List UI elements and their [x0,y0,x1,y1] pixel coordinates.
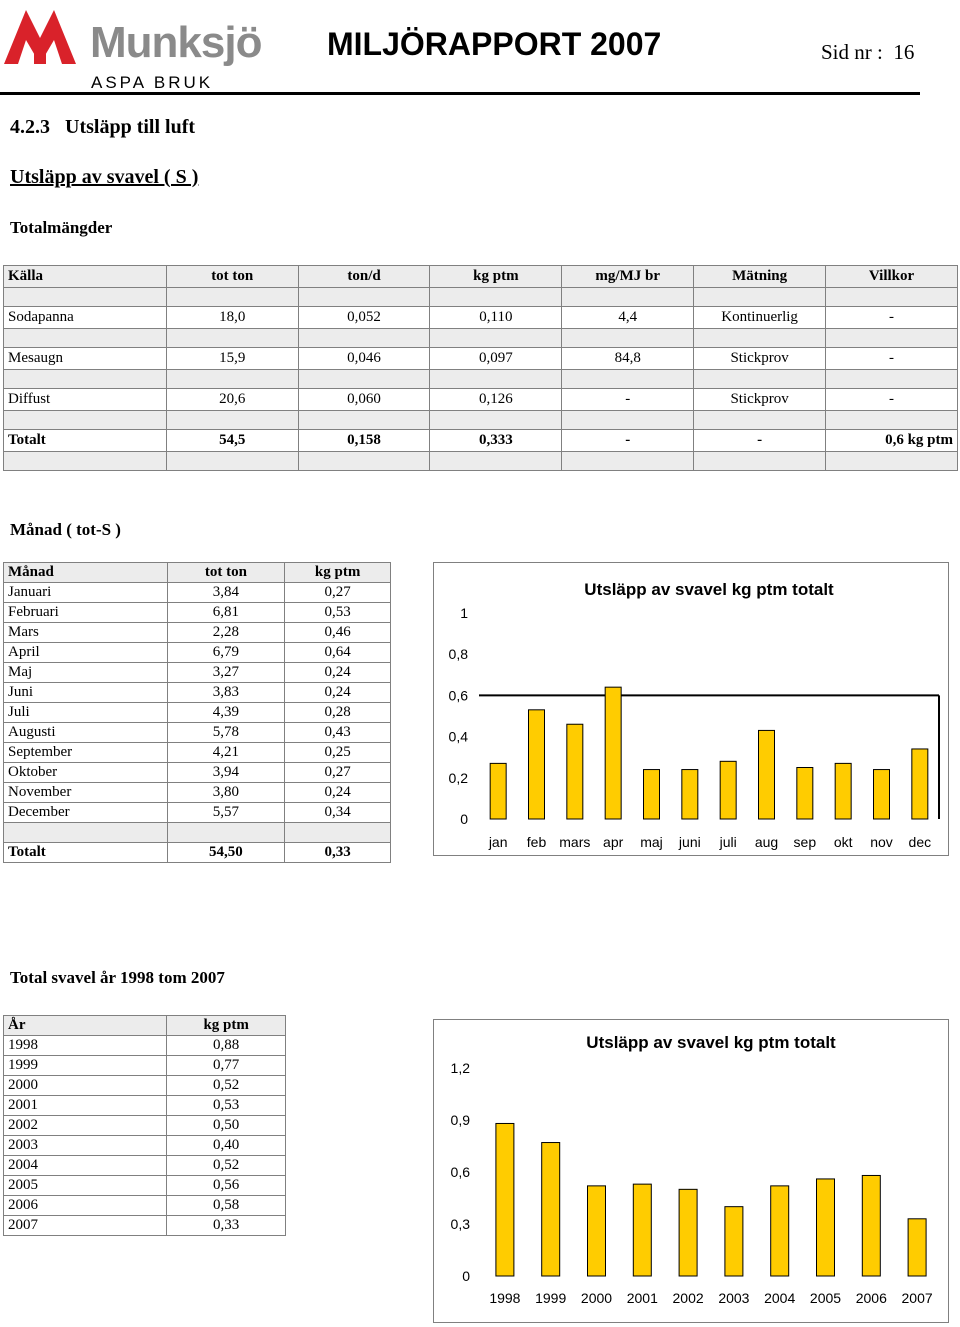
bar [862,1175,880,1276]
cell: 0,64 [285,643,391,663]
x-tick-label: 2007 [901,1290,933,1306]
table-row [4,1056,286,1076]
cell: 20,6 [166,389,298,411]
cell: 0,158 [298,430,430,452]
logo-brand: Munksjö [90,18,262,67]
cell: Kontinuerlig [694,307,826,329]
table-row [4,703,391,723]
cell: Stickprov [694,348,826,370]
cell: 0,097 [430,348,562,370]
x-tick-label: nov [870,834,893,850]
cell: - [694,430,826,452]
cell: 0,88 [167,1036,286,1056]
cell: 0,34 [285,803,391,823]
y-tick-label: 0,2 [448,769,468,786]
x-tick-label: feb [526,834,547,850]
x-tick-label: apr [603,834,624,850]
header-divider [0,92,920,95]
y-tick-label: 0,6 [450,1164,470,1180]
x-tick-label: 2000 [580,1290,613,1306]
cell: 0,33 [167,1216,286,1236]
cell: Sodapanna [4,307,167,329]
cell: 2004 [4,1156,167,1176]
yearly-chart-svg [434,1020,948,1322]
cell: 2002 [4,1116,167,1136]
bar [720,761,736,819]
cell: 0,56 [167,1176,286,1196]
x-tick-label: 2004 [764,1290,796,1306]
table-row [4,1216,286,1236]
y-tick-label: 0 [460,811,468,827]
col-header: År [4,1016,167,1036]
cell: Juni [4,683,168,703]
cell: 0,27 [285,763,391,783]
col-header: kg ptm [285,563,391,583]
cell: 5,57 [167,803,285,823]
table-total-row [4,430,958,452]
table-row [4,643,391,663]
table-row [4,603,391,623]
x-tick-label: 1999 [535,1290,567,1306]
x-tick-label: mars [559,834,591,850]
cell: 2003 [4,1136,167,1156]
cell: Stickprov [694,389,826,411]
y-tick-label: 1,2 [450,1060,470,1076]
table-row [4,307,958,329]
bar [908,1219,926,1276]
month-label: Månad ( tot-S ) [10,520,121,539]
x-tick-label: juni [678,834,701,850]
cell: 0,110 [430,307,562,329]
x-tick-label: 2005 [809,1290,842,1306]
bar [725,1207,743,1276]
y-tick-label: 0,9 [450,1112,470,1128]
cell: 0,126 [430,389,562,411]
month-header-row [4,563,391,583]
table-row [4,1196,286,1216]
cell: 0,33 [285,843,391,863]
table-row [4,663,391,683]
cell: 0,43 [285,723,391,743]
bar [679,1189,697,1276]
cell: Mars [4,623,168,643]
cell: 18,0 [166,307,298,329]
table-row [4,1176,286,1196]
monthly-chart [433,562,949,856]
cell: 54,50 [167,843,285,863]
cell: December [4,803,168,823]
cell: 0,53 [285,603,391,623]
x-tick-label: 2003 [718,1290,750,1306]
cell: September [4,743,168,763]
cell: Diffust [4,389,167,411]
x-tick-label: sep [793,834,817,850]
totals-label: Totalmängder [10,218,113,237]
cell: 4,39 [167,703,285,723]
cell: Januari [4,583,168,603]
col-header: Villkor [826,266,958,288]
col-header: Källa [4,266,167,288]
cell: - [826,389,958,411]
cell: 0,28 [285,703,391,723]
x-tick-label: 1998 [489,1290,521,1306]
table-row [4,623,391,643]
x-tick-label: jan [488,834,508,850]
bar [797,768,813,820]
monthly-chart-svg [434,563,948,855]
bar [605,687,621,819]
bar [835,763,851,819]
y-tick-label: 0,6 [448,687,468,704]
cell: Augusti [4,723,168,743]
cell: April [4,643,168,663]
cell: Juli [4,703,168,723]
years-label: Total svavel år 1998 tom 2007 [10,968,225,987]
cell: 2007 [4,1216,167,1236]
cell: 3,80 [167,783,285,803]
chart-title: Utsläpp av svavel kg ptm totalt [586,1033,836,1052]
x-tick-label: 2006 [855,1290,887,1306]
cell: 0,333 [430,430,562,452]
table-row [4,743,391,763]
bar [771,1186,789,1276]
yearly-chart [433,1019,949,1323]
table-row [4,1096,286,1116]
col-header: Mätning [694,266,826,288]
cell: 3,84 [167,583,285,603]
page-indicator [821,40,914,65]
cell: 0,24 [285,783,391,803]
cell: November [4,783,168,803]
cell: 0,6 kg ptm [826,430,958,452]
year-header-row [4,1016,286,1036]
chart-title: Utsläpp av svavel kg ptm totalt [584,580,834,599]
cell: Februari [4,603,168,623]
table-row [4,348,958,370]
cell: 0,77 [167,1056,286,1076]
cell: 0,52 [167,1156,286,1176]
cell: 0,52 [167,1076,286,1096]
x-tick-label: okt [833,834,853,850]
x-tick-label: 2002 [672,1290,704,1306]
x-tick-label: 2001 [626,1290,658,1306]
cell: - [826,348,958,370]
bar [567,724,583,819]
cell: 0,24 [285,663,391,683]
bar [682,770,698,819]
y-tick-label: 0,4 [448,728,468,745]
table-row [4,1156,286,1176]
logo-subtitle: ASPA BRUK [91,73,214,92]
table-row [4,803,391,823]
cell: 0,052 [298,307,430,329]
table-row [4,1136,286,1156]
cell: 5,78 [167,723,285,743]
page-label: Sid nr : [821,40,883,64]
cell: 3,83 [167,683,285,703]
cell: - [562,430,694,452]
bar [529,710,545,819]
y-tick-label: 0 [462,1268,470,1284]
cell: 0,27 [285,583,391,603]
y-tick-label: 0,3 [450,1216,470,1232]
col-header: tot ton [166,266,298,288]
col-header: Månad [4,563,168,583]
y-tick-label: 0,8 [448,646,468,663]
cell: Maj [4,663,168,683]
cell: 6,81 [167,603,285,623]
bar [542,1143,560,1276]
logo-mountain-icon [4,4,76,64]
bar [912,749,928,819]
totals-table [3,265,958,471]
bar [874,770,890,819]
x-tick-label: maj [640,834,663,850]
bar [588,1186,606,1276]
bar [633,1184,651,1276]
x-tick-label: juli [719,834,737,850]
section-heading: 4.2.3 Utsläpp till luft [10,116,196,138]
cell: 0,46 [285,623,391,643]
cell: Mesaugn [4,348,167,370]
cell: 1998 [4,1036,167,1056]
table-row [4,1116,286,1136]
section-subheading: Utsläpp av svavel ( S ) [10,166,199,188]
cell: 2005 [4,1176,167,1196]
table-total-row [4,843,391,863]
cell: 0,50 [167,1116,286,1136]
table-row [4,683,391,703]
table-row [4,389,958,411]
month-table [3,562,391,863]
cell: 1999 [4,1056,167,1076]
cell: - [826,307,958,329]
cell: 2006 [4,1196,167,1216]
cell: 0,060 [298,389,430,411]
bar [644,770,660,819]
col-header: ton/d [298,266,430,288]
table-row [4,1076,286,1096]
cell: 2001 [4,1096,167,1116]
bar [759,730,775,819]
cell: 0,53 [167,1096,286,1116]
cell: 54,5 [166,430,298,452]
cell: Totalt [4,843,168,863]
report-title: MILJÖRAPPORT 2007 [327,26,662,62]
cell: 4,4 [562,307,694,329]
y-tick-label: 1 [460,605,468,621]
col-header: tot ton [167,563,285,583]
cell: 2000 [4,1076,167,1096]
cell: Totalt [4,430,167,452]
bar [490,763,506,819]
bar [817,1179,835,1276]
cell: 4,21 [167,743,285,763]
x-tick-label: dec [908,834,932,850]
page-number: 16 [893,40,915,64]
cell: 84,8 [562,348,694,370]
table-row [4,763,391,783]
cell: - [562,389,694,411]
cell: 0,24 [285,683,391,703]
totals-header-row [4,266,958,288]
x-tick-label: aug [754,834,779,850]
cell: 3,94 [167,763,285,783]
col-header: kg ptm [430,266,562,288]
cell: 6,79 [167,643,285,663]
table-row [4,1036,286,1056]
cell: 3,27 [167,663,285,683]
bar [496,1123,514,1276]
cell: 0,046 [298,348,430,370]
year-table [3,1015,286,1236]
cell: 15,9 [166,348,298,370]
cell: 0,40 [167,1136,286,1156]
cell: 0,58 [167,1196,286,1216]
cell: Oktober [4,763,168,783]
table-row [4,583,391,603]
table-row [4,723,391,743]
cell: 2,28 [167,623,285,643]
cell: 0,25 [285,743,391,763]
col-header: kg ptm [167,1016,286,1036]
table-row [4,783,391,803]
col-header: mg/MJ br [562,266,694,288]
